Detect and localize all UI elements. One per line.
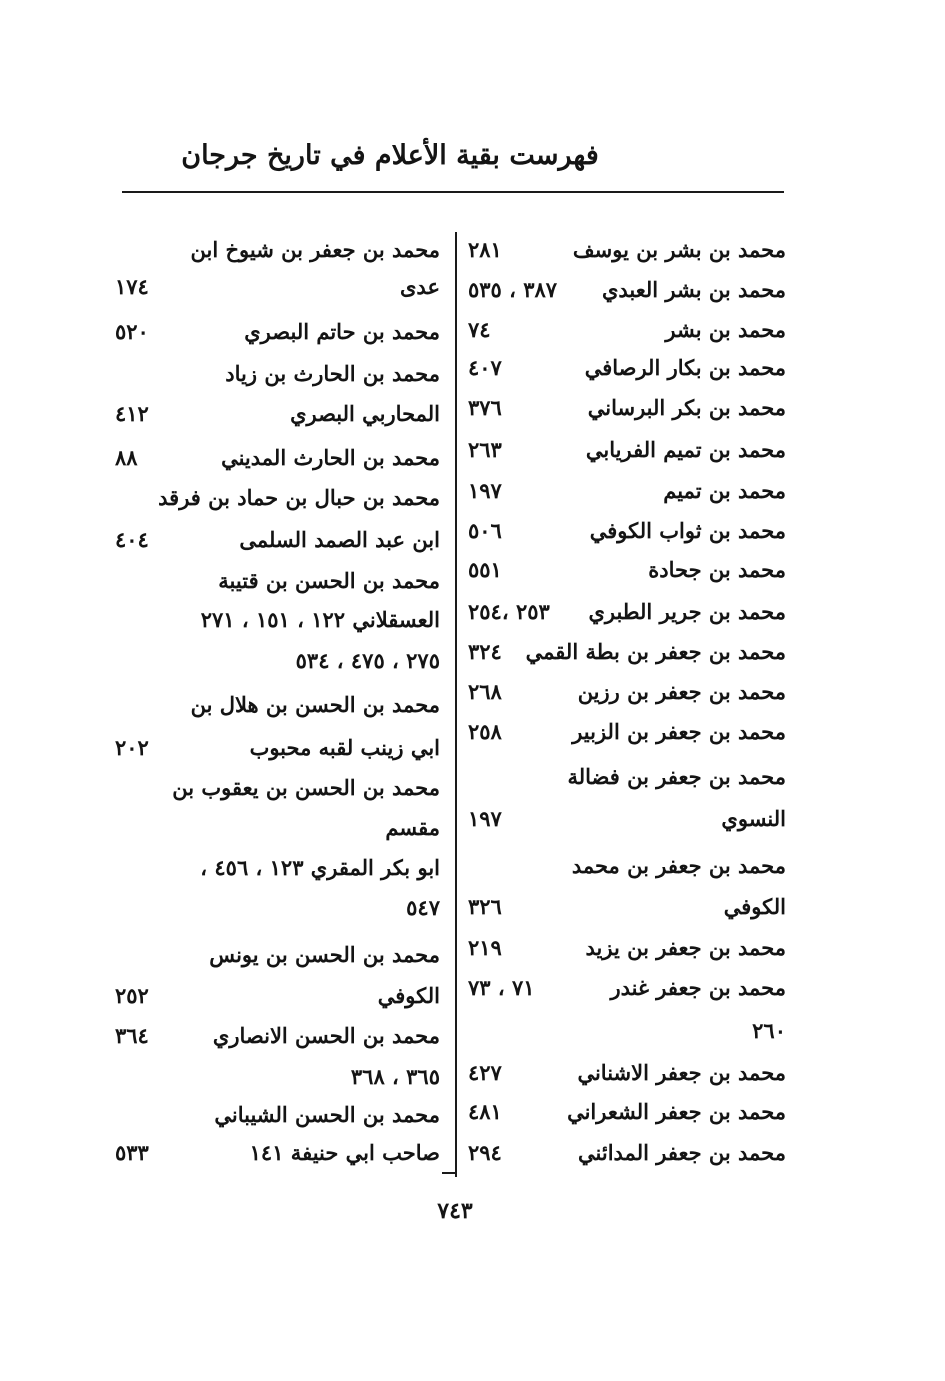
index-entry <box>115 770 440 806</box>
entry-name: ابن عبد الصمد السلمى <box>239 527 440 552</box>
entry-page-numbers: ٢٦٣ <box>468 437 502 462</box>
index-entry <box>468 1055 786 1091</box>
entry-name: ابي زينب لقبه محبوب <box>249 735 440 760</box>
index-entry <box>468 930 786 966</box>
entry-name: محمد بن الحسن بن قتيبة <box>218 568 440 593</box>
entry-name: محمد بن بشر <box>665 317 786 342</box>
index-entry <box>115 440 440 476</box>
entry-page-numbers: ٢٥٢ <box>115 983 149 1008</box>
entry-name: محمد بن الحسن الانصاري <box>212 1023 440 1048</box>
index-entry <box>115 1018 440 1054</box>
index-entry <box>115 522 440 558</box>
entry-page-numbers: ٣٨٧ ، ٥٣٥ <box>468 277 558 302</box>
index-entry <box>115 937 440 973</box>
entry-name: محمد بن جعفر بن رزين <box>577 679 786 704</box>
entry-page-numbers: ٢٦٨ <box>468 679 502 704</box>
entry-name: محمد بن بشر بن يوسف <box>572 237 786 262</box>
index-entry <box>115 396 440 432</box>
entry-page-numbers: ٤٠٤ <box>115 527 149 552</box>
column-divider <box>455 232 457 1177</box>
index-entry <box>115 1097 440 1133</box>
entry-name: محمد بن جعفر المدائني <box>578 1140 786 1165</box>
entry-page-numbers: ٧٤ <box>468 317 491 342</box>
index-entry <box>115 810 440 846</box>
entry-name: محمد بن بكر البرساني <box>587 395 786 420</box>
index-entry <box>468 801 786 837</box>
index-entry <box>115 850 440 886</box>
index-entry <box>115 356 440 392</box>
index-entry <box>115 602 440 638</box>
index-entry <box>468 759 786 795</box>
entry-name: محمد بن بشر العبدي <box>601 277 786 302</box>
entry-page-numbers: ٢٨١ <box>468 237 502 262</box>
entry-name: محمد بن جعفر بن الزبير <box>572 719 786 744</box>
index-entry <box>115 1059 440 1095</box>
index-entry <box>468 473 786 509</box>
entry-name: محمد بن تميم <box>663 478 786 503</box>
entry-name: محمد بن الحارث المديني <box>221 445 440 470</box>
page-title: فهرست بقية الأعلام في تاريخ جرجان <box>181 140 599 171</box>
entry-page-numbers: ٤١٢ <box>115 401 149 426</box>
index-entry <box>468 232 786 268</box>
entry-name: محمد بن الحسن بن هلال بن <box>190 692 440 717</box>
column-divider-hook <box>442 1172 456 1174</box>
entry-name: محمد بن جعفر بن فضالة <box>567 764 786 789</box>
index-entry <box>115 643 440 679</box>
entry-name: محمد بن جعفر غندر <box>610 975 786 1000</box>
entry-page-numbers: ١٧٤ <box>115 274 149 299</box>
index-entry <box>468 552 786 588</box>
entry-page-numbers: ٣٢٤ <box>468 639 502 664</box>
entry-name: محمد بن الحسن الشيباني <box>214 1102 440 1127</box>
index-entry <box>468 350 786 386</box>
entry-page-numbers: ٥٣٣ <box>115 1140 149 1165</box>
entry-page-numbers: ٣٧٦ <box>468 395 502 420</box>
entry-name: محمد بن جعفر الاشناني <box>577 1060 786 1085</box>
entry-name: النسوي <box>721 806 786 831</box>
entry-page-numbers: ١٩٧ <box>468 806 502 831</box>
entry-name: محمد بن ثواب الكوفي <box>589 518 786 543</box>
index-entry <box>115 890 440 926</box>
index-entry <box>468 1013 786 1049</box>
index-entry <box>115 978 440 1014</box>
index-entry <box>115 480 440 516</box>
index-entry <box>468 432 786 468</box>
entry-page-numbers: ٥٥١ <box>468 557 502 582</box>
index-entry <box>468 714 786 750</box>
entry-name: ٢٦٠ <box>752 1018 786 1043</box>
entry-name: محمد بن بكار الرصافي <box>584 355 786 380</box>
entry-name: محمد بن تميم الفريابي <box>585 437 786 462</box>
title-rule <box>122 191 784 193</box>
entry-name: الكوفي <box>723 894 786 919</box>
entry-page-numbers: ٢١٩ <box>468 935 502 960</box>
entry-page-numbers: ٢٥٨ <box>468 719 502 744</box>
index-entry <box>468 634 786 670</box>
index-entry <box>468 1135 786 1171</box>
entry-name: صاحب ابي حنيفة ١٤١ <box>249 1140 440 1165</box>
entry-name: ابو بكر المقري ١٢٣ ، ٤٥٦ ، <box>200 855 440 880</box>
entry-page-numbers: ٧١ ، ٧٣ <box>468 975 535 1000</box>
index-entry <box>115 269 440 305</box>
index-entry <box>115 1135 440 1171</box>
entry-page-numbers: ٣٢٦ <box>468 894 502 919</box>
index-entry <box>468 1094 786 1130</box>
entry-name: ٢٧٥ ، ٤٧٥ ، ٥٣٤ <box>295 648 440 673</box>
entry-name: المحاربي البصري <box>290 401 440 426</box>
entry-name: محمد بن حبال بن حماد بن فرقد <box>158 485 440 510</box>
entry-page-numbers: ٢٥٣ ،٢٥٤ <box>468 599 550 624</box>
entry-page-numbers: ٣٦٤ <box>115 1023 149 1048</box>
entry-name: محمد بن جحادة <box>648 557 786 582</box>
index-entry <box>115 563 440 599</box>
entry-name: محمد بن الحسن بن يعقوب بن <box>172 775 440 800</box>
index-entry <box>468 848 786 884</box>
index-entry <box>468 674 786 710</box>
entry-name: محمد بن جعفر الشعراني <box>567 1099 786 1124</box>
index-entry <box>468 889 786 925</box>
entry-page-numbers: ٢٩٤ <box>468 1140 502 1165</box>
index-entry <box>468 513 786 549</box>
index-entry <box>468 970 786 1006</box>
entry-page-numbers: ٤٨١ <box>468 1099 502 1124</box>
entry-page-numbers: ٥٠٦ <box>468 518 502 543</box>
index-entry <box>468 390 786 426</box>
index-entry <box>468 312 786 348</box>
entry-name: محمد بن جعفر بن شيوخ ابن <box>190 237 440 262</box>
index-entry <box>115 314 440 350</box>
entry-name: محمد بن جرير الطبري <box>588 599 786 624</box>
entry-name: محمد بن الحارث بن زياد <box>225 361 440 386</box>
entry-name: محمد بن حاتم البصري <box>244 319 440 344</box>
entry-page-numbers: ٤٢٧ <box>468 1060 502 1085</box>
index-entry <box>115 232 440 268</box>
entry-name: محمد بن الحسن بن يونس <box>209 942 440 967</box>
entry-page-numbers: ١٩٧ <box>468 478 502 503</box>
entry-name: محمد بن جعفر بن محمد <box>571 853 786 878</box>
entry-name: ٥٤٧ <box>406 895 440 920</box>
entry-page-numbers: ٨٨ <box>115 445 138 470</box>
entry-page-numbers: ٥٢٠ <box>115 319 149 344</box>
index-entry <box>468 272 786 308</box>
entry-name: عدى <box>400 274 440 299</box>
entry-name: ٣٦٥ ، ٣٦٨ <box>350 1064 440 1089</box>
index-entry <box>468 594 786 630</box>
page-number: ٧٤٣ <box>437 1198 473 1224</box>
entry-name: مقسم <box>385 815 440 840</box>
index-entry <box>115 687 440 723</box>
index-entry <box>115 730 440 766</box>
entry-name: الكوفي <box>377 983 440 1008</box>
entry-name: محمد بن جعفر بن بطة القمي <box>525 639 786 664</box>
entry-name: محمد بن جعفر بن يزيد <box>585 935 786 960</box>
entry-page-numbers: ٤٠٧ <box>468 355 502 380</box>
entry-page-numbers: ٢٠٢ <box>115 735 149 760</box>
entry-name: العسقلاني ١٢٢ ، ١٥١ ، ٢٧١ <box>200 607 440 632</box>
